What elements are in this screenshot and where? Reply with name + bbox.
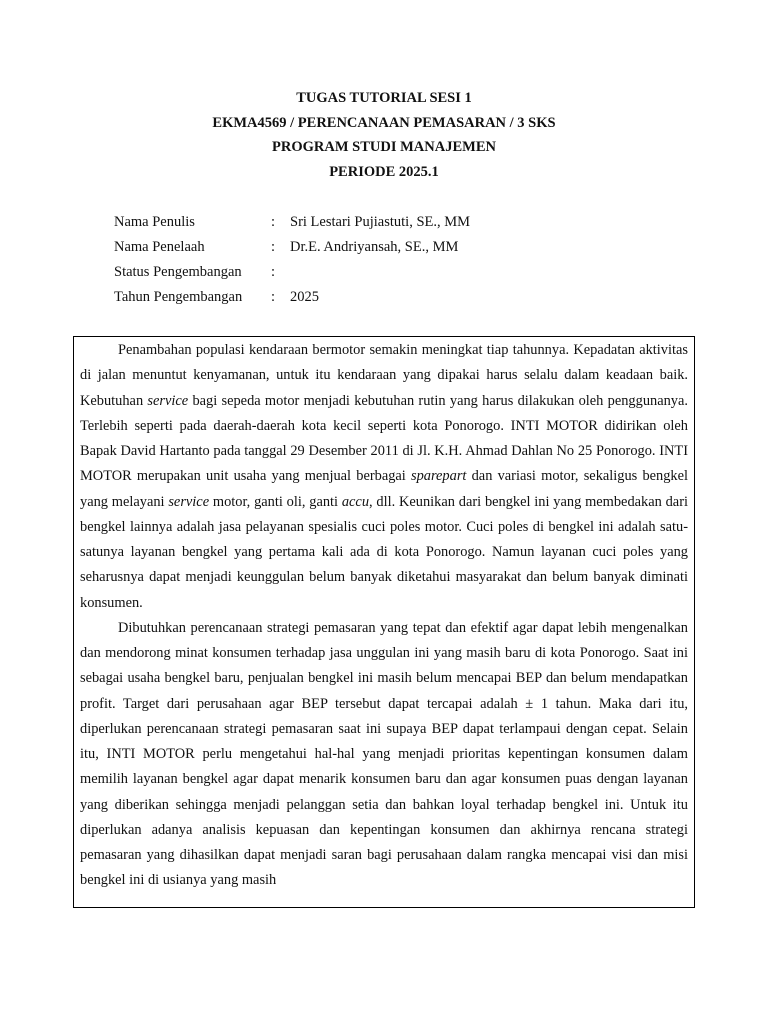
paragraph-text: , dll. Keunikan dari bengkel ini yang membedakan dari bengkel lainnya adalah jasa pelayanan spesialis cuci poles motor. Cuci poles di bengkel ini adalah satu-satunya layanan bengkel yang pertama kali ada di kota Ponorogo. Namun layanan cuci poles yang seharusnya dapat menjadi keunggulan belum banyak diketahui masyarakat dan belum banyak diminati konsumen. bbox=[80, 493, 688, 611]
author-value: Sri Lestari Pujiastuti, SE., MM bbox=[290, 214, 471, 230]
case-study-box bbox=[73, 336, 695, 908]
period-title: PERIODE 2025.1 bbox=[329, 163, 439, 180]
year-value: 2025 bbox=[290, 289, 319, 305]
tutorial-title: TUGAS TUTORIAL SESI 1 bbox=[296, 90, 472, 106]
case-paragraph-1 bbox=[80, 338, 688, 616]
separator: : bbox=[271, 214, 276, 230]
separator: : bbox=[271, 289, 276, 305]
metadata-row-author bbox=[114, 210, 470, 235]
separator: : bbox=[271, 264, 276, 280]
separator: : bbox=[271, 239, 276, 255]
paragraph-text: motor, ganti oli, ganti bbox=[209, 493, 342, 510]
program-title: PROGRAM STUDI MANAJEMEN bbox=[272, 139, 496, 155]
status-label: Status Pengembangan bbox=[114, 264, 242, 280]
paragraph-text: Penambahan populasi kendaraan bermotor semakin meningkat tiap tahunnya. Kepadatan aktivitas di jalan menuntut kenyamanan, untuk itu kendaraan yang dipakai harus selalu dalam keadaan baik. Kebutuhan bbox=[80, 342, 688, 409]
case-paragraph-2: Dibutuhkan perencanaan strategi pemasaran yang tepat dan efektif agar dapat lebih mengenalkan dan mendorong minat konsumen terhadap jasa unggulan ini yang masih baru di kota Ponorogo. Saat ini sebagai usaha bengkel baru, penjualan bengkel ini masih belum mencapai BEP dan belum mendapatkan profit. Target dari perusahaan agar BEP tersebut dapat tercapai adalah ± 1 tahun. Maka dari itu, diperlukan perencanaan strategi pemasaran saat ini supaya BEP dapat terlampaui dengan cepat. Selain itu, INTI MOTOR perlu mengetahui hal-hal yang menjadi prioritas kepentingan konsumen dalam memilih layanan bengkel agar dapat menarik konsumen baru dan agar konsumen puas dengan layanan yang diberikan sehingga menjadi pelanggan setia dan bahkan loyal terhadap bengkel ini. Untuk itu diperlukan adanya analisis kepuasan dan kepentingan konsumen dan akhirnya rencana strategi pemasaran yang dihasilkan dapat menjadi saran bagi perusahaan dalam rangka mencapai visi dan misi bengkel ini di usianya yang masih bbox=[80, 619, 688, 889]
document-metadata bbox=[114, 210, 470, 310]
italic-term: accu bbox=[341, 493, 370, 510]
author-label: Nama Penulis bbox=[114, 214, 195, 230]
metadata-row-year bbox=[114, 285, 470, 310]
paragraph-text: bagi sepeda motor menjadi kebutuhan rutin yang harus dilakukan oleh penggunanya. Terlebih seperti pada daerah-daerah kota kecil seperti kota Ponorogo. INTI MOTOR didirikan oleh Bapak David Hartanto pada tanggal 29 Desember 2011 di Jl. K.H. Ahmad Dahlan No 25 Ponorogo. INTI MOTOR merupakan unit usaha yang menjual berbagai bbox=[80, 392, 688, 485]
italic-term: service bbox=[168, 493, 210, 510]
year-label: Tahun Pengembangan bbox=[114, 289, 243, 305]
paragraph-text: dan variasi motor, sekaligus bengkel yang melayani bbox=[80, 468, 689, 510]
reviewer-label: Nama Penelaah bbox=[114, 239, 205, 255]
italic-term: service bbox=[147, 392, 189, 409]
metadata-row-reviewer bbox=[114, 235, 470, 260]
reviewer-value: Dr.E. Andriyansah, SE., MM bbox=[290, 239, 459, 255]
italic-term: sparepart bbox=[410, 468, 467, 485]
document-header bbox=[0, 86, 768, 184]
course-title: EKMA4569 / PERENCANAAN PEMASARAN / 3 SKS bbox=[212, 114, 556, 131]
metadata-row-status bbox=[114, 260, 470, 285]
